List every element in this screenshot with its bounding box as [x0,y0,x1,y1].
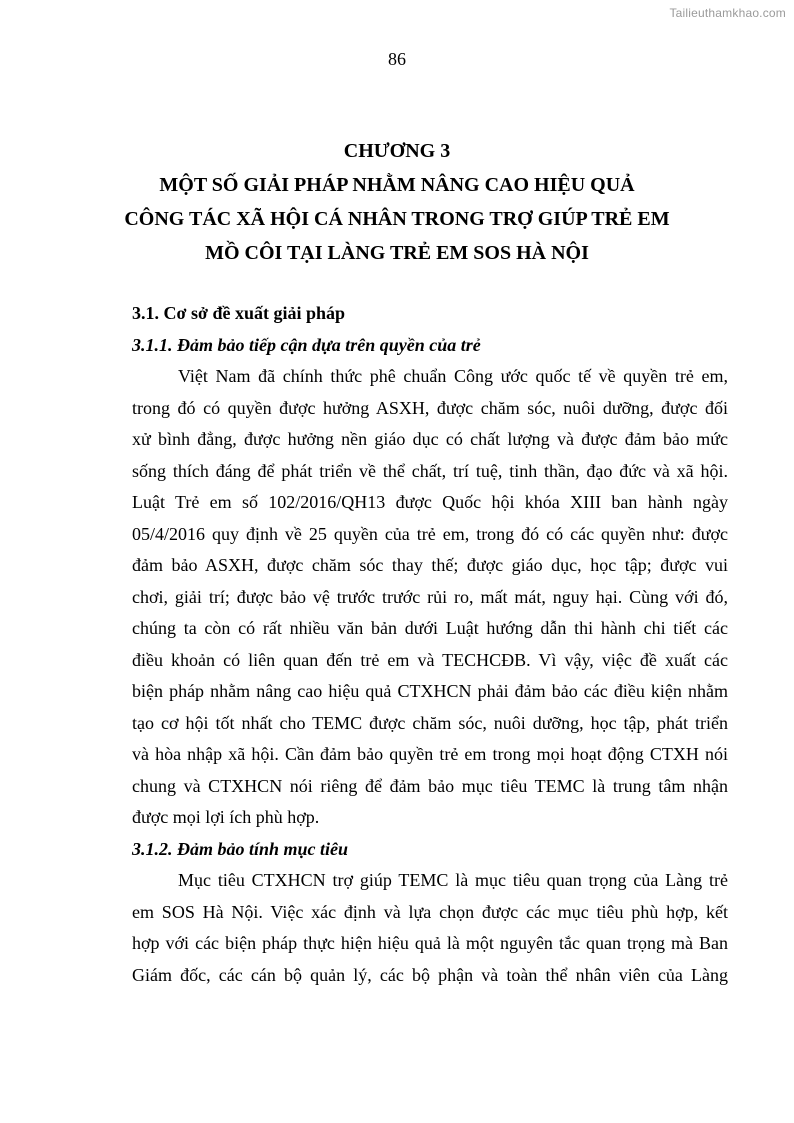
subsection-heading: 3.1.2. Đảm bảo tính mục tiêu [132,838,349,859]
text-line: Luật Trẻ em số 102/2016/QH13 được Quốc hội khóa XIII ban hành ngày [132,492,728,512]
chapter-heading [0,134,794,270]
text-line: sống thích đáng để phát triển về thể chất, trí tuệ, tinh thần, đạo đức và xã hội. [132,460,728,481]
chapter-title-line: MỘT SỐ GIẢI PHÁP NHẰM NÂNG CAO HIỆU QUẢ [159,174,635,196]
section-heading: 3.1. Cơ sở đề xuất giải pháp [132,303,345,323]
text-line: và hòa nhập xã hội. Cần đảm bảo quyền trẻ em trong mọi hoạt động CTXH nói [132,744,728,764]
text-line: Việt Nam đã chính thức phê chuẩn Công ước quốc tế về quyền trẻ em, [178,366,728,386]
text-line: chơi, giải trí; được bảo vệ trước trước rủi ro, mất mát, nguy hại. Cùng với đó, [132,586,728,607]
text-line: được mọi lợi ích phù hợp. [132,807,320,827]
paragraph-objectives [132,865,728,991]
watermark: Tailieuthamkhao.com [669,6,786,20]
subsection-heading: 3.1.1. Đảm bảo tiếp cận dựa trên quyền của trẻ [132,334,481,355]
page-number: 86 [388,49,406,69]
text-line: tạo cơ hội tốt nhất cho TEMC được chăm sóc, nuôi dưỡng, học tập, phát triển [132,712,728,733]
text-line: xử bình đẳng, được hưởng nền giáo dục có chất lượng và được đảm bảo mức [132,429,728,449]
text-line: chung và CTXHCN nói riêng để đảm bảo mục tiêu TEMC là trung tâm nhận [132,775,728,796]
paragraph-rights-based [132,361,728,834]
text-line: điều khoản có liên quan đến trẻ em và TECHCĐB. Vì vậy, việc đề xuất các [132,649,728,670]
text-line: hợp với các biện pháp thực hiện hiệu quả là một nguyên tắc quan trọng mà Ban [132,933,728,953]
text-line: chúng ta còn có rất nhiều văn bản dưới Luật hướng dẫn thi hành chi tiết các [132,618,728,638]
text-line: đảm bảo ASXH, được chăm sóc thay thế; được giáo dục, học tập; được vui [132,555,728,575]
chapter-label: CHƯƠNG 3 [343,140,451,162]
document-body [132,298,728,991]
text-line: biện pháp nhằm nâng cao hiệu quả CTXHCN phải đảm bảo các điều kiện nhằm [132,681,728,701]
text-line: 05/4/2016 quy định về 25 quyền của trẻ em, trong đó có các quyền như: được [132,523,728,544]
text-line: Giám đốc, các cán bộ quản lý, các bộ phận và toàn thể nhân viên của Làng [132,964,728,985]
chapter-title-line: MỒ CÔI TẠI LÀNG TRẺ EM SOS HÀ NỘI [205,242,589,264]
text-line: Mục tiêu CTXHCN trợ giúp TEMC là mục tiêu quan trọng của Làng trẻ [178,870,728,890]
chapter-title-line: CÔNG TÁC XÃ HỘI CÁ NHÂN TRONG TRỢ GIÚP TRẺ EM [124,208,670,230]
text-line: trong đó có quyền được hưởng ASXH, được chăm sóc, nuôi dưỡng, được đối [132,397,728,418]
text-line: em SOS Hà Nội. Việc xác định và lựa chọn được các mục tiêu phù hợp, kết [132,901,728,922]
